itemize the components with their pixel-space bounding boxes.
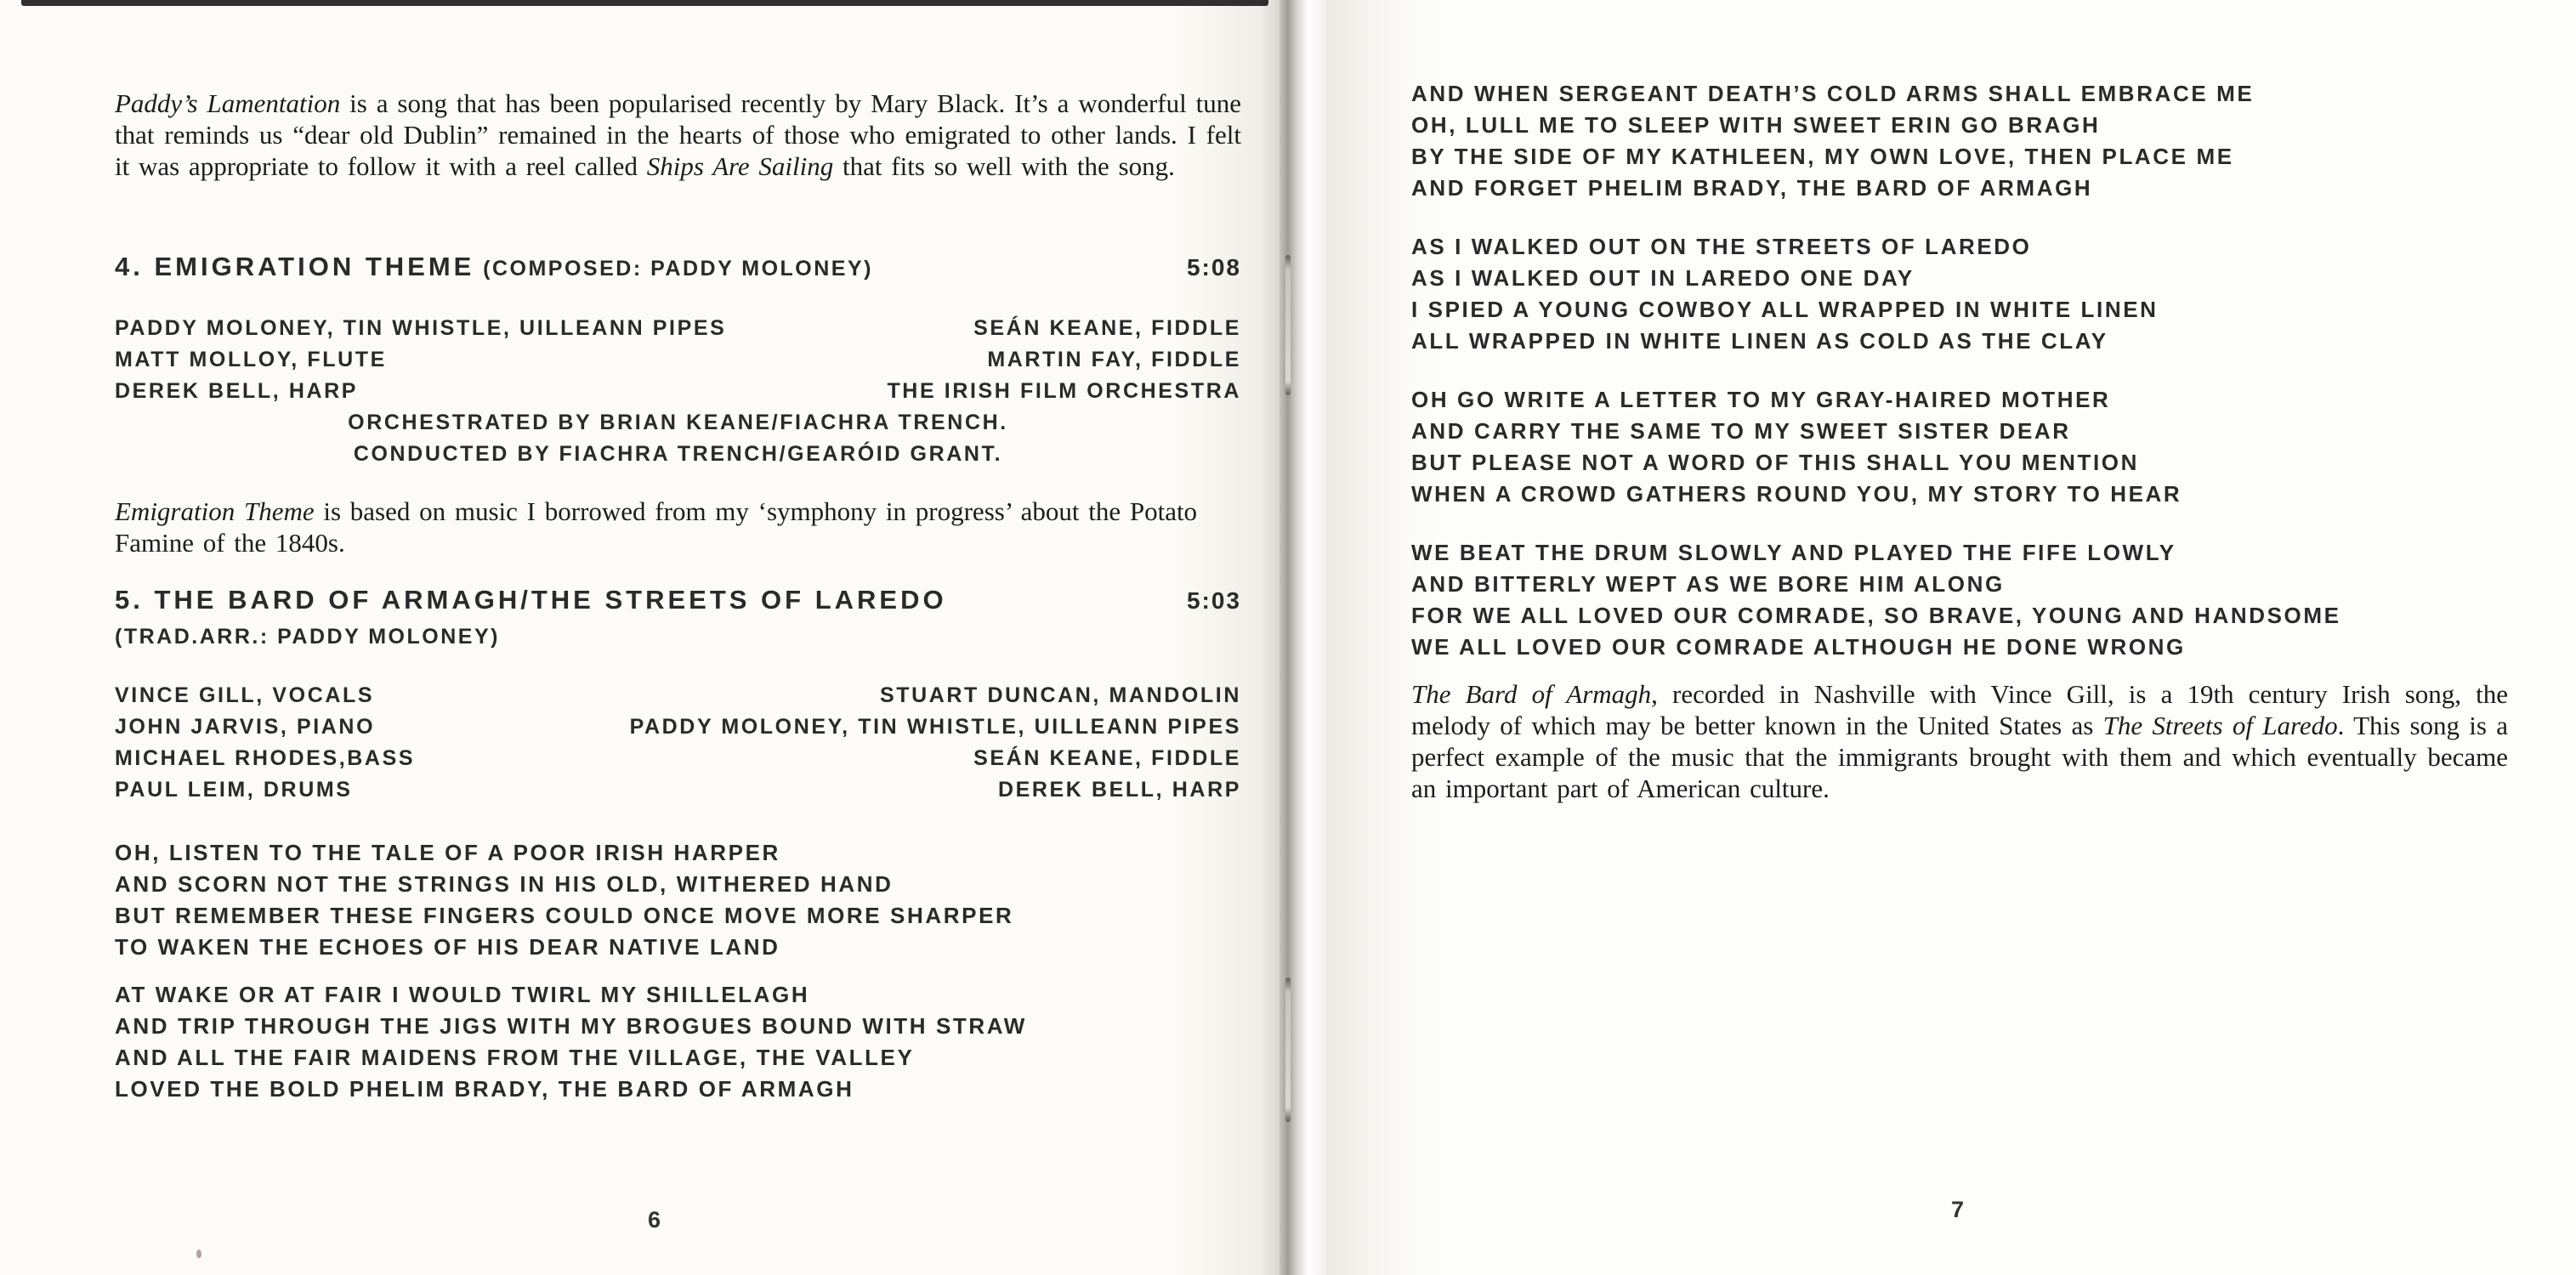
credit-left: VINCE GILL, VOCALS bbox=[115, 683, 375, 707]
track5-credits bbox=[115, 680, 1241, 806]
lyric-line: AND WHEN SERGEANT DEATH’S COLD ARMS SHALL EMBRACE ME bbox=[1411, 81, 2255, 106]
lyric-line: BY THE SIDE OF MY KATHLEEN, MY OWN LOVE, THEN PLACE ME bbox=[1411, 144, 2234, 169]
intro-paragraph-run: is a song that has been popularised recently by Mary Black. It’s a wonderful tune that reminds us “dear old Dublin” remained in the hearts of those who emigrated to other lands. I felt it was appropriate to follow it with a reel called bbox=[115, 88, 1242, 181]
booklet-page-left bbox=[0, 0, 1279, 1275]
lyric-line: ALL WRAPPED IN WHITE LINEN AS COLD AS THE CLAY bbox=[1411, 328, 2108, 354]
intro-paragraph bbox=[115, 88, 1241, 182]
intro-paragraph-run: Paddy’s Lamentation bbox=[115, 88, 341, 118]
track4-note-paragraph bbox=[115, 496, 1241, 558]
credit-right: SEÁN KEANE, FIDDLE bbox=[973, 746, 1241, 770]
scan-speck bbox=[196, 1250, 201, 1258]
lyric-line: WE BEAT THE DRUM SLOWLY AND PLAYED THE FIFE LOWLY bbox=[1411, 540, 2176, 565]
lyric-line: AND TRIP THROUGH THE JIGS WITH MY BROGUES BOUND WITH STRAW bbox=[115, 1013, 1027, 1039]
credit-row bbox=[115, 774, 1241, 806]
track5-heading bbox=[115, 585, 1241, 615]
closing-paragraph-run: , recorded in Nashville with Vince Gill, is a 19th century Irish song, the melody of which may be better known in the United States as bbox=[1411, 679, 2508, 740]
intro-paragraph-run: that fits so well with the song. bbox=[833, 151, 1175, 181]
lyrics-stanza bbox=[115, 979, 1027, 1105]
lyric-line: FOR WE ALL LOVED OUR COMRADE, SO BRAVE, YOUNG AND HANDSOME bbox=[1411, 603, 2341, 628]
lyric-line: AS I WALKED OUT ON THE STREETS OF LAREDO bbox=[1411, 234, 2032, 259]
intro-paragraph-run: Ships Are Sailing bbox=[646, 151, 834, 181]
lyric-line: LOVED THE BOLD PHELIM BRADY, THE BARD OF ARMAGH bbox=[115, 1076, 854, 1102]
credit-row bbox=[115, 680, 1241, 711]
track4-title: 4. EMIGRATION THEME bbox=[115, 252, 475, 281]
credit-left: MATT MOLLOY, FLUTE bbox=[115, 348, 387, 371]
lyrics-stanza bbox=[1411, 537, 2341, 663]
lyric-line: OH, LULL ME TO SLEEP WITH SWEET ERIN GO BRAGH bbox=[1411, 112, 2101, 138]
credit-row bbox=[115, 743, 1241, 774]
credit-row bbox=[115, 313, 1241, 344]
track4-title-group bbox=[115, 252, 873, 282]
lyric-line: OH, LISTEN TO THE TALE OF A POOR IRISH HARPER bbox=[115, 840, 780, 865]
credit-row bbox=[115, 344, 1241, 376]
page-number: 7 bbox=[1951, 1197, 1966, 1222]
lyrics-stanza bbox=[1411, 231, 2159, 357]
credit-left: JOHN JARVIS, PIANO bbox=[115, 715, 376, 739]
closing-paragraph bbox=[1411, 678, 2508, 804]
credit-right: STUART DUNCAN, MANDOLIN bbox=[879, 683, 1241, 707]
track5-duration: 5:03 bbox=[1186, 587, 1241, 614]
staple bbox=[1285, 978, 1291, 1122]
track4-note-run: is based on music I borrowed from my ‘symphony in progress’ about the Potato Famine of the 1840s. bbox=[115, 496, 1198, 558]
credit-row bbox=[115, 711, 1241, 743]
track4-composer: (COMPOSED: PADDY MOLONEY) bbox=[483, 257, 873, 280]
closing-paragraph-run: . This song is a perfect example of the music that the immigrants brought with them and which eventually became an important part of American culture. bbox=[1411, 711, 2508, 803]
credit-left: PAUL LEIM, DRUMS bbox=[115, 778, 353, 802]
track4-note-run: Emigration Theme bbox=[115, 496, 315, 526]
credit-left: MICHAEL RHODES,BASS bbox=[115, 746, 416, 770]
lyric-line: TO WAKEN THE ECHOES OF HIS DEAR NATIVE LAND bbox=[115, 934, 780, 960]
lyric-line: AND FORGET PHELIM BRADY, THE BARD OF ARMAGH bbox=[1411, 175, 2093, 201]
lyric-line: AT WAKE OR AT FAIR I WOULD TWIRL MY SHILLELAGH bbox=[115, 982, 810, 1007]
lyric-line: AS I WALKED OUT IN LAREDO ONE DAY bbox=[1411, 265, 1915, 291]
credit-right: DEREK BELL, HARP bbox=[997, 778, 1241, 802]
credit-right: MARTIN FAY, FIDDLE bbox=[987, 348, 1241, 371]
lyric-line: AND SCORN NOT THE STRINGS IN HIS OLD, WITHERED HAND bbox=[115, 871, 894, 897]
lyric-line: BUT PLEASE NOT A WORD OF THIS SHALL YOU MENTION bbox=[1411, 450, 2139, 475]
credit-center-line: ORCHESTRATED BY BRIAN KEANE/FIACHRA TRENCH. bbox=[348, 411, 1008, 434]
lyrics-stanza bbox=[115, 837, 1013, 963]
closing-paragraph-run: The Bard of Armagh bbox=[1411, 679, 1652, 709]
lyric-line: AND CARRY THE SAME TO MY SWEET SISTER DEAR bbox=[1411, 418, 2071, 444]
lyric-line: WE ALL LOVED OUR COMRADE ALTHOUGH HE DONE WRONG bbox=[1411, 634, 2186, 660]
credit-left: DEREK BELL, HARP bbox=[115, 379, 359, 403]
lyric-line: AND ALL THE FAIR MAIDENS FROM THE VILLAGE, THE VALLEY bbox=[115, 1045, 915, 1070]
track5-title: 5. THE BARD OF ARMAGH/THE STREETS OF LAREDO bbox=[115, 585, 947, 615]
lyric-line: OH GO WRITE A LETTER TO MY GRAY-HAIRED MOTHER bbox=[1411, 387, 2111, 412]
credit-right: THE IRISH FILM ORCHESTRA bbox=[887, 379, 1241, 403]
credit-center-line: CONDUCTED BY FIACHRA TRENCH/GEARÓID GRANT. bbox=[353, 442, 1003, 466]
credit-left: PADDY MOLONEY, TIN WHISTLE, UILLEANN PIPES bbox=[115, 316, 727, 340]
credit-right: PADDY MOLONEY, TIN WHISTLE, UILLEANN PIPES bbox=[629, 715, 1241, 739]
credit-row bbox=[115, 376, 1241, 407]
lyrics-stanza bbox=[1411, 78, 2254, 204]
lyric-line: I SPIED A YOUNG COWBOY ALL WRAPPED IN WHITE LINEN bbox=[1411, 297, 2159, 322]
lyric-line: BUT REMEMBER THESE FINGERS COULD ONCE MOVE MORE SHARPER bbox=[115, 903, 1014, 928]
credit-right: SEÁN KEANE, FIDDLE bbox=[973, 316, 1241, 340]
track5-arranger: (TRAD.ARR.: PADDY MOLONEY) bbox=[115, 625, 500, 649]
staple bbox=[1285, 255, 1291, 395]
booklet-page-right bbox=[1326, 0, 2576, 1275]
scan-edge bbox=[21, 0, 1268, 6]
lyric-line: AND BITTERLY WEPT AS WE BORE HIM ALONG bbox=[1411, 571, 2005, 597]
track4-duration: 5:08 bbox=[1186, 254, 1241, 280]
page-number: 6 bbox=[648, 1207, 662, 1232]
track4-heading bbox=[115, 252, 1241, 282]
lyric-line: WHEN A CROWD GATHERS ROUND YOU, MY STORY TO HEAR bbox=[1411, 481, 2182, 507]
track4-credits bbox=[115, 313, 1241, 470]
lyrics-stanza bbox=[1411, 384, 2182, 510]
closing-paragraph-run: The Streets of Laredo bbox=[2102, 711, 2338, 740]
